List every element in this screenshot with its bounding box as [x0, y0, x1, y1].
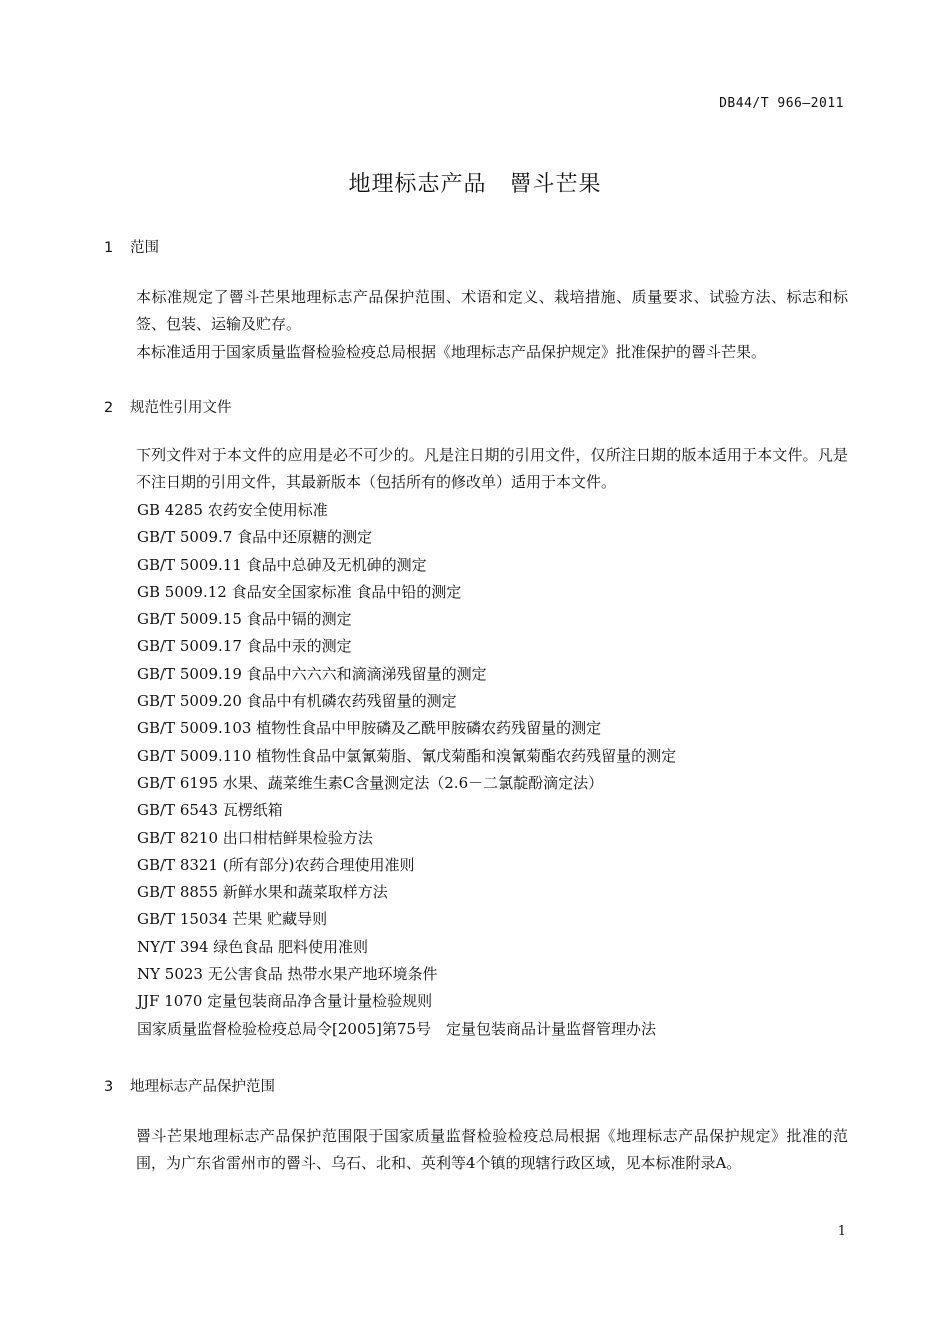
reference-item: GB/T 5009.7 食品中还原糖的测定 — [137, 528, 373, 547]
reference-item: GB/T 5009.11 食品中总砷及无机砷的测定 — [137, 555, 427, 574]
section-1-paragraph-1 — [104, 284, 848, 338]
section-1-heading — [104, 236, 159, 257]
standard-code: DB44/T 966—2011 — [719, 96, 844, 111]
section-3-heading — [104, 1075, 275, 1096]
section-3-number: 3 — [104, 1079, 114, 1095]
reference-item: GB/T 5009.17 食品中汞的测定 — [137, 637, 352, 656]
section-2-intro-text: 下列文件对于本文件的应用是必不可少的。凡是注日期的引用文件，仅所注日期的版本适用于本文件。凡是不注日期的引用文件，其最新版本（包括所有的修改单）适用于本文件。 — [136, 446, 848, 491]
section-3-paragraph-text: 罾斗芒果地理标志产品保护范围限于国家质量监督检验检疫总局根据《地理标志产品保护规定》批准的范围，为广东省雷州市的罾斗、乌石、北和、英利等4个镇的现辖行政区域，见本标准附录A。 — [136, 1127, 848, 1172]
reference-item: GB/T 5009.110 植物性食品中氯氰菊脂、氰戊菊酯和溴氰菊酯农药残留量的测定 — [137, 746, 677, 765]
reference-item: GB 4285 农药安全使用标准 — [137, 501, 328, 519]
document-title: 地理标志产品 罾斗芒果 — [348, 172, 602, 197]
reference-item: GB/T 5009.19 食品中六六六和滴滴涕残留量的测定 — [137, 664, 487, 683]
reference-item: GB/T 5009.20 食品中有机磷农药残留量的测定 — [137, 692, 457, 711]
reference-item: GB/T 6195 水果、蔬菜维生素C含量测定法（2.6－二氯靛酚滴定法） — [137, 773, 604, 792]
reference-item: GB 5009.12 食品安全国家标准 食品中铅的测定 — [137, 582, 462, 601]
reference-item: GB/T 8210 出口柑桔鲜果检验方法 — [137, 828, 373, 847]
section-1-paragraph-2-text: 本标准适用于国家质量监督检验检疫总局根据《地理标志产品保护规定》批准保护的罾斗芒果。 — [136, 343, 767, 361]
reference-item: GB/T 6543 瓦楞纸箱 — [137, 801, 283, 820]
reference-item: NY 5023 无公害食品 热带水果产地环境条件 — [137, 965, 438, 984]
page-number: 1 — [837, 1224, 846, 1239]
section-1-paragraph-1-text: 本标准规定了罾斗芒果地理标志产品保护范围、术语和定义、栽培措施、质量要求、试验方法、标志和标签、包装、运输及贮存。 — [136, 288, 848, 333]
reference-item: GB/T 5009.103 植物性食品中甲胺磷及乙酰甲胺磷农药残留量的测定 — [137, 719, 602, 738]
reference-item: GB/T 15034 芒果 贮藏导则 — [137, 910, 328, 929]
reference-item: 国家质量监督检验检疫总局令[2005]第75号 定量包装商品计量监督管理办法 — [137, 1019, 656, 1038]
section-1-number: 1 — [104, 240, 114, 256]
section-2-number: 2 — [104, 400, 114, 416]
reference-item: GB/T 8855 新鲜水果和蔬菜取样方法 — [137, 883, 388, 902]
section-3-paragraph — [104, 1123, 848, 1177]
section-2-intro — [104, 442, 848, 496]
section-3-title: 地理标志产品保护范围 — [130, 1079, 275, 1095]
section-1-title: 范围 — [130, 240, 159, 256]
reference-list — [137, 497, 857, 1043]
reference-item: NY/T 394 绿色食品 肥料使用准则 — [137, 937, 369, 956]
reference-item: GB/T 8321 (所有部分)农药合理使用准则 — [137, 855, 415, 874]
reference-item: JJF 1070 定量包装商品净含量计量检验规则 — [137, 992, 433, 1011]
section-2-title: 规范性引用文件 — [130, 400, 232, 416]
section-1-paragraph-2 — [104, 339, 848, 366]
section-2-heading — [104, 396, 232, 417]
reference-item: GB/T 5009.15 食品中镉的测定 — [137, 610, 352, 629]
